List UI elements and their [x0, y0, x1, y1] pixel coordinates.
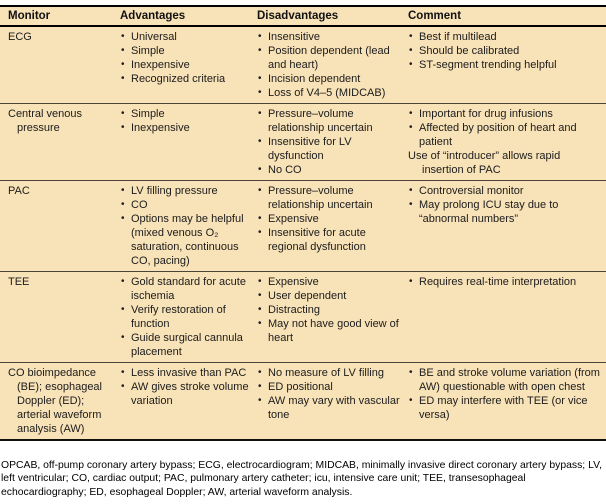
- advantages-item: [120, 44, 251, 58]
- bullet-icon: •: [258, 290, 262, 301]
- bullet-icon: •: [121, 59, 125, 70]
- disadvantages-list: [257, 184, 402, 254]
- bullet-icon: •: [258, 31, 262, 42]
- disadvantages-list: [257, 107, 402, 177]
- advantages-item-text: Simple: [131, 45, 165, 57]
- advantages-item-text: AW gives stroke volume variation: [131, 381, 249, 407]
- disadvantages-item: [257, 275, 402, 289]
- disadvantages-item: [257, 226, 402, 254]
- advantages-item: [120, 30, 251, 44]
- monitor-name: Central venous pressure: [8, 108, 82, 134]
- disadvantages-cell: [257, 107, 408, 177]
- comment-item-text: Requires real-time interpretation: [419, 276, 577, 288]
- bullet-icon: •: [409, 31, 413, 42]
- disadvantages-item-text: ED positional: [268, 381, 333, 393]
- advantages-item-text: Simple: [131, 108, 165, 120]
- advantages-item: [120, 58, 251, 72]
- disadvantages-item: [257, 317, 402, 345]
- disadvantages-item-text: Loss of V4–5 (MIDCAB): [268, 87, 386, 99]
- disadvantages-item-text: Pressure–volume relationship uncertain: [268, 108, 373, 134]
- comment-item: [408, 58, 600, 72]
- advantages-cell: [120, 184, 257, 268]
- comment-item: [408, 149, 600, 177]
- advantages-item: [120, 331, 251, 359]
- column-header-comment: Comment: [408, 10, 462, 22]
- comment-list: [408, 30, 600, 72]
- bullet-icon: •: [258, 164, 262, 175]
- advantages-item-text: Inexpensive: [131, 59, 190, 71]
- advantages-item: [120, 275, 251, 303]
- comment-item-text: BE and stroke volume variation (from AW) questionable with open chest: [419, 367, 600, 393]
- comment-item: [408, 44, 600, 58]
- disadvantages-item-text: No CO: [268, 164, 302, 176]
- comment-item: [408, 198, 600, 226]
- bullet-icon: •: [409, 185, 413, 196]
- bullet-icon: •: [121, 31, 125, 42]
- disadvantages-item-text: May not have good view of heart: [268, 318, 399, 344]
- advantages-item-text: Guide surgical cannula placement: [131, 332, 243, 358]
- advantages-item: [120, 198, 251, 212]
- disadvantages-list: [257, 366, 402, 422]
- comment-item: [408, 184, 600, 198]
- bullet-icon: •: [121, 381, 125, 392]
- comment-cell: [408, 107, 606, 177]
- advantages-item: [120, 184, 251, 198]
- disadvantages-item-text: Insensitive: [268, 31, 320, 43]
- bullet-icon: •: [258, 185, 262, 196]
- bullet-icon: •: [258, 381, 262, 392]
- bullet-icon: •: [409, 122, 413, 133]
- disadvantages-item-text: No measure of LV filling: [268, 367, 384, 379]
- bullet-icon: •: [121, 213, 125, 224]
- comment-item-text: May prolong ICU stay due to “abnormal numbers”: [419, 199, 559, 225]
- advantages-item-text: Universal: [131, 31, 177, 43]
- disadvantages-item-text: Expensive: [268, 276, 319, 288]
- comment-item: [408, 394, 600, 422]
- bullet-icon: •: [121, 45, 125, 56]
- comment-list: [408, 107, 600, 177]
- bullet-icon: •: [409, 108, 413, 119]
- bullet-icon: •: [409, 367, 413, 378]
- disadvantages-item-text: Expensive: [268, 213, 319, 225]
- advantages-item-text: Verify restoration of function: [131, 304, 226, 330]
- bullet-icon: •: [258, 73, 262, 84]
- bullet-icon: •: [409, 395, 413, 406]
- comment-item-text: Affected by position of heart and patient: [419, 122, 577, 148]
- bullet-icon: •: [121, 304, 125, 315]
- advantages-list: [120, 107, 251, 135]
- disadvantages-item: [257, 86, 402, 100]
- advantages-item: [120, 121, 251, 135]
- column-header-advantages: Advantages: [120, 10, 186, 22]
- bullet-icon: •: [258, 213, 262, 224]
- disadvantages-item-text: Insensitive for acute regional dysfunction: [268, 227, 366, 253]
- disadvantages-item: [257, 107, 402, 135]
- column-header-disadvantages: Disadvantages: [257, 10, 339, 22]
- disadvantages-item: [257, 289, 402, 303]
- comment-list: [408, 366, 600, 422]
- advantages-item-text: LV filling pressure: [131, 185, 218, 197]
- disadvantages-item: [257, 184, 402, 212]
- disadvantages-list: [257, 275, 402, 345]
- disadvantages-item-text: User dependent: [268, 290, 347, 302]
- bullet-icon: •: [258, 395, 262, 406]
- comment-list: [408, 275, 600, 289]
- comment-item-text: ST-segment trending helpful: [419, 59, 557, 71]
- comment-cell: [408, 275, 606, 359]
- table-header: [0, 7, 606, 27]
- comment-cell: [408, 30, 606, 100]
- disadvantages-item-text: Position dependent (lead and heart): [268, 45, 390, 71]
- disadvantages-list: [257, 30, 402, 100]
- column-header-monitor: Monitor: [8, 10, 51, 22]
- bullet-icon: •: [121, 199, 125, 210]
- advantages-item: [120, 72, 251, 86]
- table-row: [0, 271, 606, 362]
- comment-item: [408, 275, 600, 289]
- comment-item-text: Best if multilead: [419, 31, 497, 43]
- disadvantages-item-text: Incision dependent: [268, 73, 361, 85]
- advantages-item: [120, 380, 251, 408]
- disadvantages-item: [257, 212, 402, 226]
- advantages-item: [120, 212, 251, 268]
- advantages-list: [120, 184, 251, 268]
- bullet-icon: •: [409, 59, 413, 70]
- monitor-name: CO bioimpedance (BE); esophageal Doppler (ED); arterial waveform analysis (AW): [8, 367, 102, 435]
- disadvantages-cell: [257, 366, 408, 436]
- bullet-icon: •: [121, 73, 125, 84]
- bullet-icon: •: [121, 122, 125, 133]
- bullet-icon: •: [121, 185, 125, 196]
- disadvantages-item: [257, 380, 402, 394]
- advantages-item-text: Recognized criteria: [131, 73, 226, 85]
- bullet-icon: •: [258, 318, 262, 329]
- advantages-cell: [120, 366, 257, 436]
- advantages-item-text: Less invasive than PAC: [131, 367, 247, 379]
- advantages-cell: [120, 275, 257, 359]
- advantages-cell: [120, 107, 257, 177]
- comment-item: [408, 366, 600, 394]
- comment-item: [408, 30, 600, 44]
- disadvantages-item-text: AW may vary with vascular tone: [268, 395, 400, 421]
- disadvantages-item: [257, 366, 402, 380]
- disadvantages-item-text: Pressure–volume relationship uncertain: [268, 185, 373, 211]
- monitors-table: [0, 5, 606, 441]
- bullet-icon: •: [258, 136, 262, 147]
- disadvantages-item: [257, 303, 402, 317]
- disadvantages-item: [257, 163, 402, 177]
- bullet-icon: •: [258, 304, 262, 315]
- bullet-icon: •: [409, 276, 413, 287]
- comment-item: [408, 121, 600, 149]
- monitor-name: PAC: [8, 185, 30, 197]
- advantages-cell: [120, 30, 257, 100]
- disadvantages-item: [257, 72, 402, 86]
- disadvantages-item: [257, 394, 402, 422]
- bullet-icon: •: [409, 45, 413, 56]
- advantages-item-text: Options may be helpful (mixed venous O₂ saturation, continuous CO, pacing): [131, 213, 244, 267]
- advantages-item: [120, 303, 251, 331]
- advantages-item: [120, 366, 251, 380]
- disadvantages-cell: [257, 30, 408, 100]
- comment-cell: [408, 184, 606, 268]
- comment-item-text: Use of “introducer” allows rapid insertion of PAC: [408, 150, 561, 176]
- disadvantages-item-text: Distracting: [268, 304, 320, 316]
- bullet-icon: •: [258, 45, 262, 56]
- comment-cell: [408, 366, 606, 436]
- comment-item: [408, 107, 600, 121]
- disadvantages-item: [257, 135, 402, 163]
- monitor-name: TEE: [8, 276, 30, 288]
- table-row: [0, 27, 606, 103]
- bullet-icon: •: [258, 276, 262, 287]
- bullet-icon: •: [121, 108, 125, 119]
- table-row: [0, 362, 606, 439]
- advantages-item-text: Inexpensive: [131, 122, 190, 134]
- comment-item-text: Should be calibrated: [419, 45, 520, 57]
- disadvantages-cell: [257, 184, 408, 268]
- advantages-item: [120, 107, 251, 121]
- advantages-list: [120, 30, 251, 86]
- bullet-icon: •: [121, 332, 125, 343]
- comment-item-text: ED may interfere with TEE (or vice versa): [419, 395, 588, 421]
- bullet-icon: •: [121, 367, 125, 378]
- bullet-icon: •: [258, 108, 262, 119]
- table-body: [0, 27, 606, 439]
- monitor-name: ECG: [8, 31, 32, 43]
- bullet-icon: •: [258, 87, 262, 98]
- table-row: [0, 180, 606, 271]
- comment-list: [408, 184, 600, 226]
- table-row: [0, 103, 606, 180]
- advantages-list: [120, 275, 251, 359]
- advantages-item-text: Gold standard for acute ischemia: [131, 276, 246, 302]
- bullet-icon: •: [258, 367, 262, 378]
- bullet-icon: •: [409, 199, 413, 210]
- disadvantages-item-text: Insensitive for LV dysfunction: [268, 136, 352, 162]
- bullet-icon: •: [258, 227, 262, 238]
- disadvantages-item: [257, 30, 402, 44]
- comment-item-text: Controversial monitor: [419, 185, 524, 197]
- table-footnote: OPCAB, off-pump coronary artery bypass; ECG, electrocardiogram; MIDCAB, minimally invasive direct coronary artery bypass; LV, left ventricular; CO, cardiac output; PAC, pulmonary artery catheter; icu, intensive care unit; TEE, transesophageal echocardiography; ED, esophageal Doppler; AW, arterial waveform analysis.: [1, 460, 602, 498]
- advantages-list: [120, 366, 251, 408]
- advantages-item-text: CO: [131, 199, 148, 211]
- bullet-icon: •: [121, 276, 125, 287]
- comment-item-text: Important for drug infusions: [419, 108, 553, 120]
- disadvantages-cell: [257, 275, 408, 359]
- disadvantages-item: [257, 44, 402, 72]
